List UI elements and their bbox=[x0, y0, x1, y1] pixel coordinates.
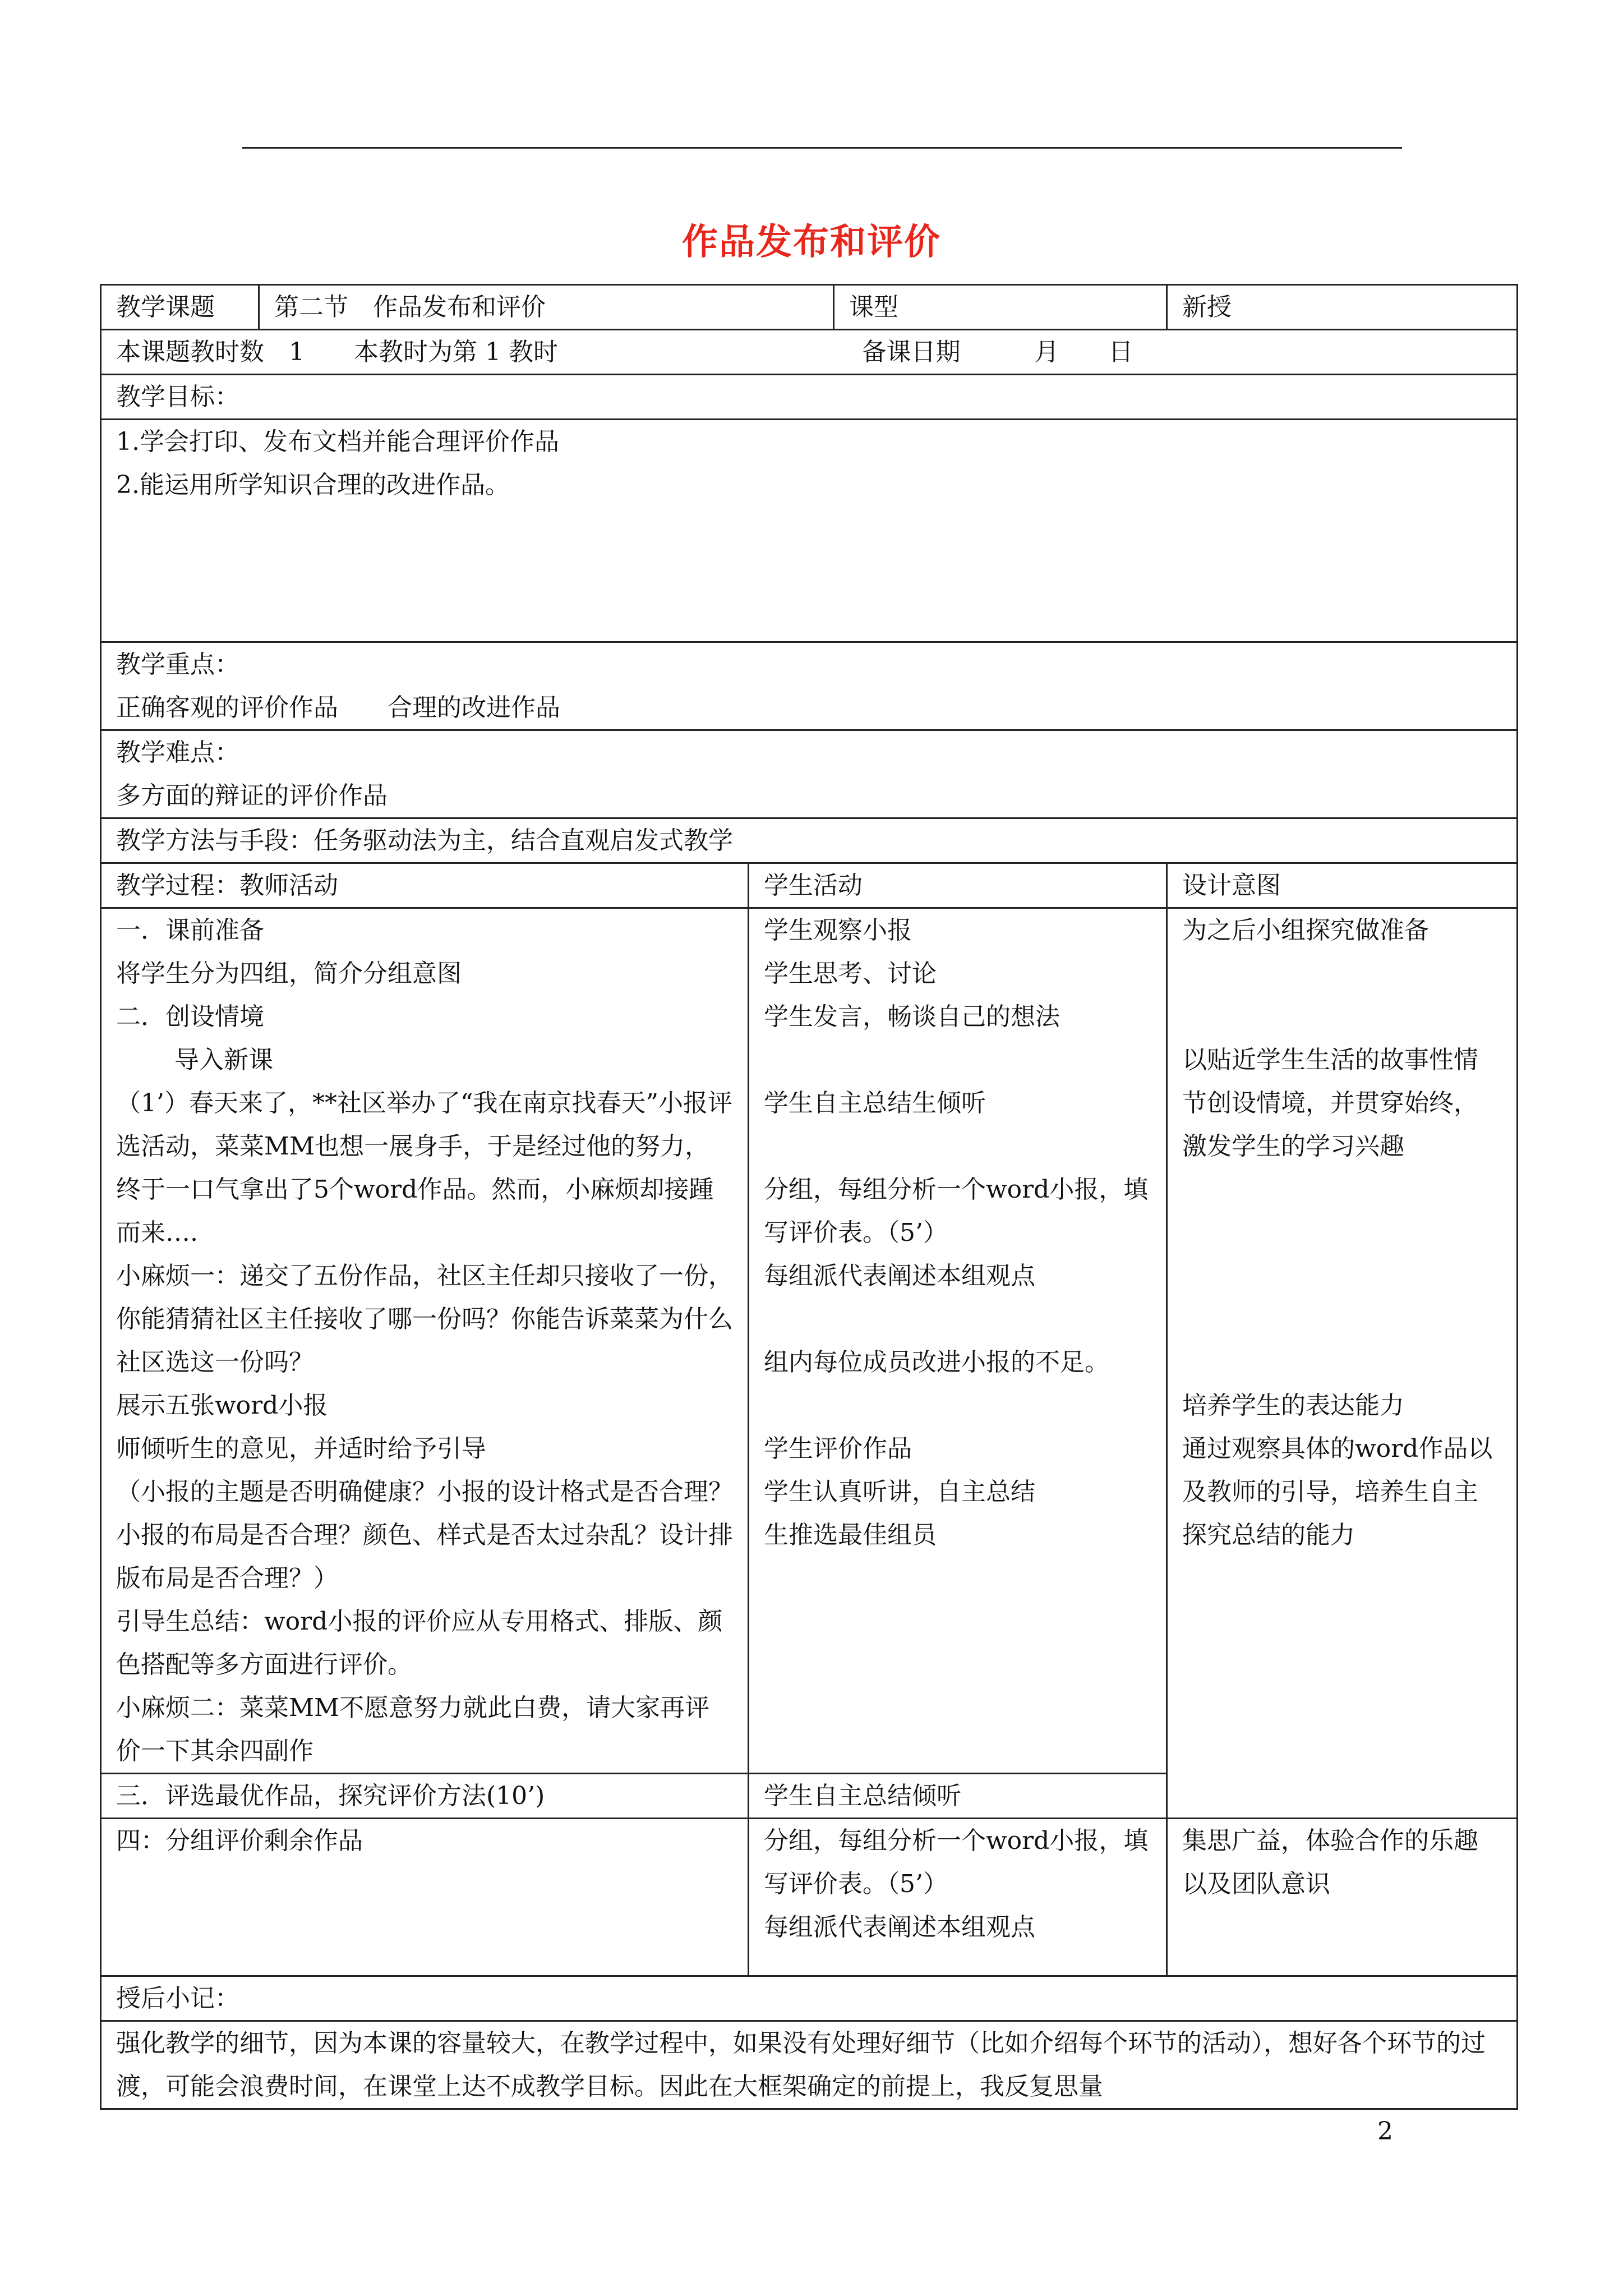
process-header-row bbox=[101, 863, 1518, 908]
teacher-line: 小麻烦二：菜菜MM不愿意努力就此白费，请大家再评价一下其余四副作 bbox=[116, 1694, 710, 1765]
student-line bbox=[764, 1297, 1151, 1341]
student-line bbox=[764, 1125, 1151, 1168]
teacher-line: （1’）春天来了，**社区举办了“我在南京找春天”小报评选活动，菜菜MM也想一展身手，于是经过他的努力，终于一口气拿出了5个word作品。然而，小麻烦却接踵而来…. bbox=[116, 1089, 732, 1247]
intent-line: 培养学生的表达能力 bbox=[1182, 1391, 1404, 1420]
objectives-heading: 教学目标： bbox=[101, 375, 1518, 420]
objectives-cell bbox=[101, 420, 1518, 642]
topic-row bbox=[101, 285, 1518, 330]
intent-line bbox=[1182, 1168, 1502, 1211]
student-line: 学生发言，畅谈自己的想法 bbox=[764, 1002, 1060, 1031]
step3-student: 学生自主总结倾听 bbox=[749, 1774, 1167, 1819]
intent-line bbox=[1182, 1297, 1502, 1341]
objectives-row bbox=[101, 420, 1518, 642]
teacher-line: 小麻烦一：递交了五份作品，社区主任却只接收了一份，你能猜猜社区主任接收了哪一份吗？你能告诉菜菜为什么社区选这一份吗？ bbox=[116, 1262, 733, 1377]
intent-line: 为之后小组探究做准备 bbox=[1182, 916, 1429, 945]
intent-line bbox=[1182, 952, 1502, 995]
student-activity-header: 学生活动 bbox=[749, 863, 1167, 908]
hours-text: 本课题教时数 1 本教时为第 1 教时 bbox=[116, 338, 558, 366]
teacher-line: 展示五张word小报 bbox=[116, 1391, 328, 1420]
teacher-line: 引导生总结：word小报的评价应从专用格式、排版、颜色搭配等多方面进行评价。 bbox=[116, 1607, 723, 1679]
intent-line: 通过观察具体的word作品以及教师的引导，培养生自主探究总结的能力 bbox=[1182, 1434, 1493, 1549]
teacher-line: （小报的主题是否明确健康？小报的设计格式是否合理？小报的布局是否合理？颜色、样式是否太过杂乱？设计排版布局是否合理？） bbox=[116, 1478, 733, 1593]
topic-value: 第二节 作品发布和评价 bbox=[259, 285, 834, 330]
step4-teacher: 四：分组评价剩余作品 bbox=[101, 1819, 749, 1976]
design-intent-header: 设计意图 bbox=[1167, 863, 1518, 908]
difficulties-cell bbox=[101, 730, 1518, 818]
process-main-row bbox=[101, 908, 1518, 1774]
page-number: 2 bbox=[1377, 2117, 1393, 2146]
type-cell bbox=[1167, 285, 1518, 330]
teacher-activity-cell bbox=[101, 908, 749, 1774]
type-value: 新授 bbox=[1182, 293, 1232, 321]
objective-item: 2.能运用所学知识合理的改进作品。 bbox=[116, 471, 510, 499]
step4-intent: 集思广益，体验合作的乐趣以及团队意识 bbox=[1167, 1819, 1518, 1976]
design-intent-cell bbox=[1167, 908, 1518, 1819]
teacher-activity-header: 教学过程：教师活动 bbox=[101, 863, 749, 908]
student-line: 学生观察小报 bbox=[764, 916, 912, 945]
process-step4-row bbox=[101, 1819, 1518, 1976]
student-line: 分组，每组分析一个word小报，填写评价表。（5’） bbox=[764, 1175, 1149, 1247]
postscript-row bbox=[101, 2021, 1518, 2109]
step4-student bbox=[749, 1819, 1167, 1976]
hours-cell bbox=[101, 330, 1518, 375]
difficulties-heading: 教学难点： bbox=[116, 738, 239, 767]
intent-line: 以贴近学生生活的故事性情节创设情境，并贯穿始终，激发学生的学习兴趣 bbox=[1182, 1046, 1478, 1161]
topic-label: 教学课题 bbox=[101, 285, 259, 330]
key-points-heading: 教学重点： bbox=[116, 650, 239, 679]
header-rule bbox=[242, 147, 1402, 149]
difficulties-row bbox=[101, 730, 1518, 818]
student-line bbox=[764, 1384, 1151, 1427]
student-line: 学生评价作品 bbox=[764, 1434, 912, 1463]
step4-student-line: 分组，每组分析一个word小报，填写评价表。（5’） bbox=[764, 1826, 1149, 1898]
objective-item: 1.学会打印、发布文档并能合理评价作品 bbox=[116, 427, 559, 456]
student-line: 每组派代表阐述本组观点 bbox=[764, 1262, 1035, 1290]
student-line bbox=[764, 1038, 1151, 1082]
step3-teacher: 三．评选最优作品，探究评价方法(10’) bbox=[101, 1774, 749, 1819]
key-points-row bbox=[101, 642, 1518, 730]
teacher-line: 师倾听生的意见，并适时给予引导 bbox=[116, 1434, 486, 1463]
teacher-line: 一．课前准备 bbox=[116, 916, 264, 945]
student-line: 生推选最佳组员 bbox=[764, 1521, 937, 1549]
method-row bbox=[101, 818, 1518, 863]
key-points-text: 正确客观的评价作品 合理的改进作品 bbox=[116, 693, 560, 722]
student-line: 学生思考、讨论 bbox=[764, 959, 937, 988]
objectives-heading-row bbox=[101, 375, 1518, 420]
method-cell: 教学方法与手段：任务驱动法为主，结合直观启发式教学 bbox=[101, 818, 1518, 863]
key-points-cell bbox=[101, 642, 1518, 730]
prep-date: 备课日期 月 日 bbox=[861, 338, 1133, 366]
teacher-line: 将学生分为四组，简介分组意图 bbox=[116, 959, 462, 988]
postscript-text: 强化教学的细节，因为本课的容量较大，在教学过程中，如果没有处理好细节（比如介绍每个环节的活动），想好各个环节的过渡，可能会浪费时间，在课堂上达不成教学目标。因此在大框架确定的前提上，我反复思量 bbox=[101, 2021, 1518, 2109]
student-activity-cell bbox=[749, 908, 1167, 1774]
intent-line bbox=[1182, 995, 1502, 1038]
postscript-heading-row bbox=[101, 1976, 1518, 2021]
postscript-heading: 授后小记： bbox=[101, 1976, 1518, 2021]
difficulties-text: 多方面的辩证的评价作品 bbox=[116, 781, 388, 810]
teacher-line: 导入新课 bbox=[174, 1046, 273, 1074]
student-line: 学生自主总结生倾听 bbox=[764, 1089, 986, 1117]
teacher-line: 二．创设情境 bbox=[116, 1002, 264, 1031]
type-label-cell bbox=[834, 285, 1167, 330]
hours-row bbox=[101, 330, 1518, 375]
intent-line bbox=[1182, 1211, 1502, 1254]
student-line: 学生认真听讲，自主总结 bbox=[764, 1478, 1035, 1506]
intent-line bbox=[1182, 1254, 1502, 1297]
student-line: 组内每位成员改进小报的不足。 bbox=[764, 1348, 1109, 1377]
lesson-plan-table bbox=[100, 284, 1518, 2110]
type-label: 课型 bbox=[849, 293, 898, 321]
intent-line bbox=[1182, 1341, 1502, 1384]
document-title: 作品发布和评价 bbox=[682, 222, 941, 263]
step4-student-line: 每组派代表阐述本组观点 bbox=[764, 1913, 1035, 1941]
